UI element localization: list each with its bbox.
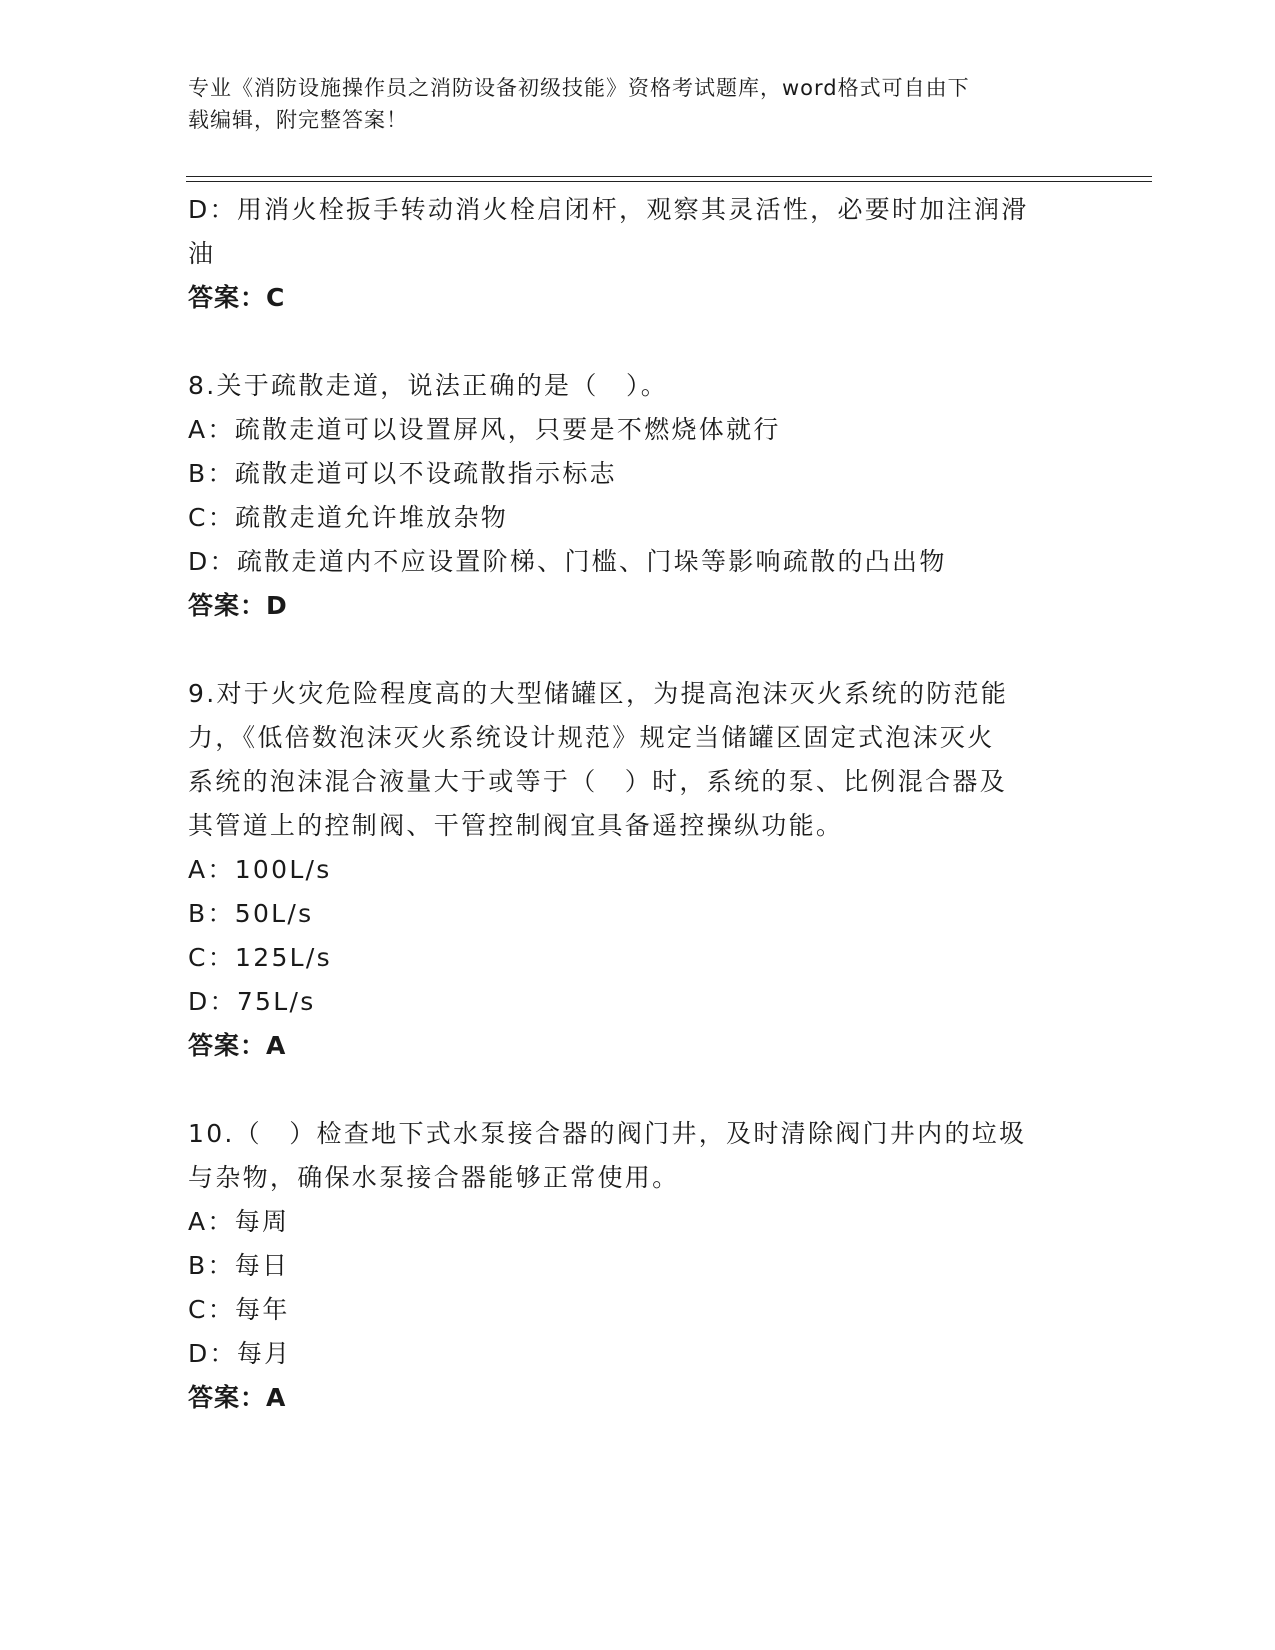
header-rule-top — [186, 176, 1152, 177]
page-header — [188, 72, 1068, 136]
header-rule-bottom — [186, 181, 1152, 182]
q9-answer: 答案：A — [188, 1031, 287, 1060]
q9-stem-line-3: 系统的泡沫混合液量大于或等于（ ）时，系统的泵、比例混合器及 — [188, 767, 1008, 796]
q9-stem-line-4: 其管道上的控制阀、干管控制阀宜具备遥控操纵功能。 — [188, 811, 844, 840]
q9-option-d: D：75L/s — [188, 987, 316, 1016]
q8-option-a: A：疏散走道可以设置屏风，只要是不燃烧体就行 — [188, 415, 781, 444]
q10-stem-line-2: 与杂物，确保水泵接合器能够正常使用。 — [188, 1163, 680, 1192]
q9-stem-line-2: 力，《低倍数泡沫灭火系统设计规范》规定当储罐区固定式泡沫灭火 — [188, 723, 995, 752]
q10-option-d: D：每月 — [188, 1339, 292, 1368]
q8-option-b: B：疏散走道可以不设疏散指示标志 — [188, 459, 617, 488]
q10-stem-line-1: 10.（ ）检查地下式水泵接合器的阀门井，及时清除阀门井内的垃圾 — [188, 1119, 1027, 1148]
q7-answer: 答案：C — [188, 283, 286, 312]
header-line-2: 载编辑，附完整答案！ — [188, 108, 408, 132]
q10-option-b: B：每日 — [188, 1251, 290, 1280]
header-line-1: 专业《消防设施操作员之消防设备初级技能》资格考试题库，word格式可自由下 — [188, 76, 970, 100]
q8-stem: 8.关于疏散走道，说法正确的是（ ）。 — [188, 371, 669, 400]
q7-option-d-line-1: D：用消火栓扳手转动消火栓启闭杆，观察其灵活性，必要时加注润滑 — [188, 195, 1029, 224]
q10-option-c: C：每年 — [188, 1295, 290, 1324]
q10-option-a: A：每周 — [188, 1207, 290, 1236]
q7-option-d-line-2: 油 — [188, 239, 216, 268]
q9-option-a: A：100L/s — [188, 855, 332, 884]
q8-option-d: D：疏散走道内不应设置阶梯、门槛、门垛等影响疏散的凸出物 — [188, 547, 947, 576]
q8-answer: 答案：D — [188, 591, 288, 620]
q9-option-b: B：50L/s — [188, 899, 314, 928]
q9-stem-line-1: 9.对于火灾危险程度高的大型储罐区，为提高泡沫灭火系统的防范能 — [188, 679, 1009, 708]
q8-option-c: C：疏散走道允许堆放杂物 — [188, 503, 509, 532]
q9-option-c: C：125L/s — [188, 943, 332, 972]
q10-answer: 答案：A — [188, 1383, 287, 1412]
